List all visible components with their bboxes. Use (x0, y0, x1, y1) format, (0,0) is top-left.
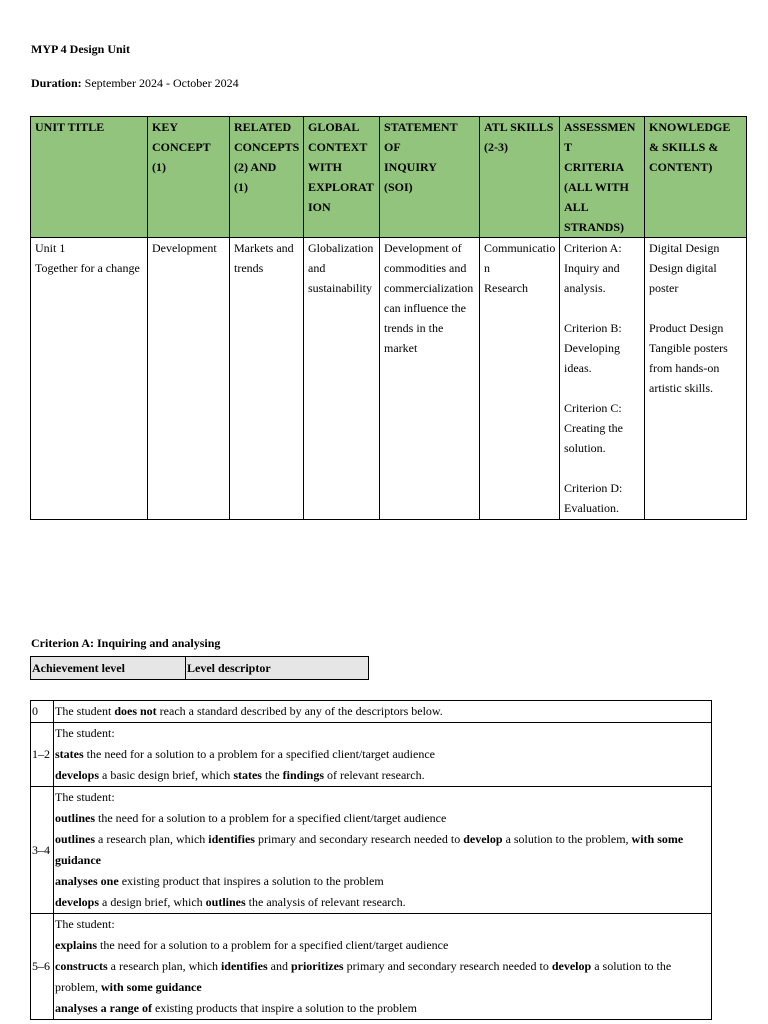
descriptor-text: the analysis of relevant research. (245, 895, 406, 909)
descriptor-text: develops (55, 895, 100, 909)
header-key-concept: KEY CONCEPT (1) (148, 117, 230, 238)
descriptor-text: of relevant research. (324, 768, 425, 782)
descriptor-text: the (261, 768, 283, 782)
cell-assessment-criteria: Criterion A: Inquiry and analysis. Criterion B: Developing ideas. Criterion C: Creating the solution. Criterion D: Evaluation. (560, 238, 645, 520)
unit-data-row (31, 238, 747, 520)
descriptor-line (55, 935, 711, 956)
descriptor-line (55, 914, 711, 935)
level-descriptor-cell (54, 723, 712, 787)
descriptor-text: the need for a solution to a problem for a specified client/target audience (97, 938, 449, 952)
cell-unit-title: Unit 1 Together for a change (31, 238, 148, 520)
descriptor-text: with some guidance (55, 832, 684, 867)
descriptor-text: and (267, 959, 291, 973)
achievement-level-cell: 0 (31, 701, 54, 723)
cell-knowledge-skills: Digital Design Design digital poster Product Design Tangible posters from hands-on artistic skills. (645, 238, 747, 520)
descriptor-text: outlines (55, 832, 96, 846)
descriptor-text: reach a standard described by any of the descriptors below. (156, 704, 443, 718)
descriptor-line (55, 765, 711, 786)
header-knowledge-skills: KNOWLEDGE & SKILLS & CONTENT) (645, 117, 747, 238)
descriptor-line (55, 871, 711, 892)
descriptor-row (31, 701, 712, 723)
descriptor-text: analyses one (55, 874, 119, 888)
descriptor-text: a basic design brief, which (99, 768, 234, 782)
header-related-concepts: RELATED CONCEPTS (2) AND (1) (230, 117, 304, 238)
descriptor-line (55, 744, 711, 765)
header-level-descriptor: Level descriptor (186, 657, 369, 680)
page-title: MYP 4 Design Unit (31, 42, 130, 56)
descriptor-text: existing products that inspire a solution to the problem (152, 1001, 417, 1015)
descriptor-line (55, 998, 711, 1019)
descriptor-text: outlines (55, 811, 96, 825)
descriptor-text: develop (463, 832, 503, 846)
descriptor-text: The student: (55, 790, 115, 804)
descriptor-text: the need for a solution to a problem for a specified client/target audience (83, 747, 435, 761)
cell-key-concept: Development (148, 238, 230, 520)
descriptor-text: primary and secondary research needed to (254, 832, 464, 846)
descriptor-text: The student: (55, 917, 115, 931)
level-descriptor-cell (54, 701, 712, 723)
cell-global-context: Globalization and sustainability (304, 238, 380, 520)
header-assessment-criteria: ASSESSMEN T CRITERIA (ALL WITH ALL STRANDS) (560, 117, 645, 238)
descriptor-row (31, 787, 712, 914)
descriptor-text: a design brief, which (99, 895, 206, 909)
descriptor-text: prioritizes (290, 959, 344, 973)
criterion-title: Criterion A: Inquiring and analysing (31, 636, 221, 650)
descriptor-text: a solution to the problem, (502, 832, 632, 846)
descriptor-line (55, 808, 711, 829)
achievement-level-cell: 1–2 (31, 723, 54, 787)
descriptor-line (55, 829, 711, 871)
level-descriptor-table (30, 700, 712, 1020)
descriptor-text: develops (55, 768, 100, 782)
descriptor-text: develop (551, 959, 592, 973)
descriptor-text: states (233, 768, 262, 782)
descriptor-text: primary and secondary research needed to (343, 959, 552, 973)
descriptor-text: the need for a solution to a problem for a specified client/target audience (95, 811, 447, 825)
achievement-level-cell: 3–4 (31, 787, 54, 914)
descriptor-text: existing product that inspires a solution to the problem (118, 874, 384, 888)
descriptor-text: states (55, 747, 84, 761)
duration-label: Duration: (31, 76, 82, 90)
descriptor-line (55, 892, 711, 913)
descriptor-text: outlines (205, 895, 246, 909)
header-unit-title: UNIT TITLE (31, 117, 148, 238)
cell-statement-of-inquiry: Development of commodities and commercialization can influence the trends in the market (380, 238, 480, 520)
header-atl-skills: ATL SKILLS (2-3) (480, 117, 560, 238)
descriptor-text: identifies (208, 832, 255, 846)
descriptor-line (55, 787, 711, 808)
level-descriptor-cell (54, 787, 712, 914)
descriptor-text: constructs (55, 959, 108, 973)
duration-value: September 2024 - October 2024 (84, 76, 239, 90)
descriptor-row (31, 723, 712, 787)
header-achievement-level: Achievement level (31, 657, 186, 680)
descriptor-line (55, 956, 711, 998)
descriptor-line (55, 723, 711, 744)
descriptor-text: a research plan, which (95, 832, 209, 846)
descriptor-text: a research plan, which (107, 959, 221, 973)
achievement-level-cell: 5–6 (31, 914, 54, 1020)
level-descriptor-cell (54, 914, 712, 1020)
descriptor-text: explains (55, 938, 98, 952)
unit-plan-table (30, 116, 747, 520)
descriptor-text: analyses a range of (55, 1001, 152, 1015)
descriptor-row (31, 914, 712, 1020)
unit-header-row (31, 117, 747, 238)
descriptor-text: findings (282, 768, 325, 782)
descriptor-line (55, 701, 711, 722)
header-global-context: GLOBAL CONTEXT WITH EXPLORAT ION (304, 117, 380, 238)
descriptor-text: does not (114, 704, 157, 718)
duration-line (31, 76, 239, 91)
cell-atl-skills: Communicatio n Research (480, 238, 560, 520)
cell-related-concepts: Markets and trends (230, 238, 304, 520)
descriptor-text: The student (55, 704, 115, 718)
descriptor-text: with some guidance (101, 980, 202, 994)
descriptor-text: a solution to the problem, (55, 959, 672, 994)
descriptor-text: identifies (220, 959, 268, 973)
descriptor-text: The student: (55, 726, 115, 740)
header-statement-of-inquiry: STATEMENT OF INQUIRY (SOI) (380, 117, 480, 238)
achievement-header-table (30, 656, 369, 680)
